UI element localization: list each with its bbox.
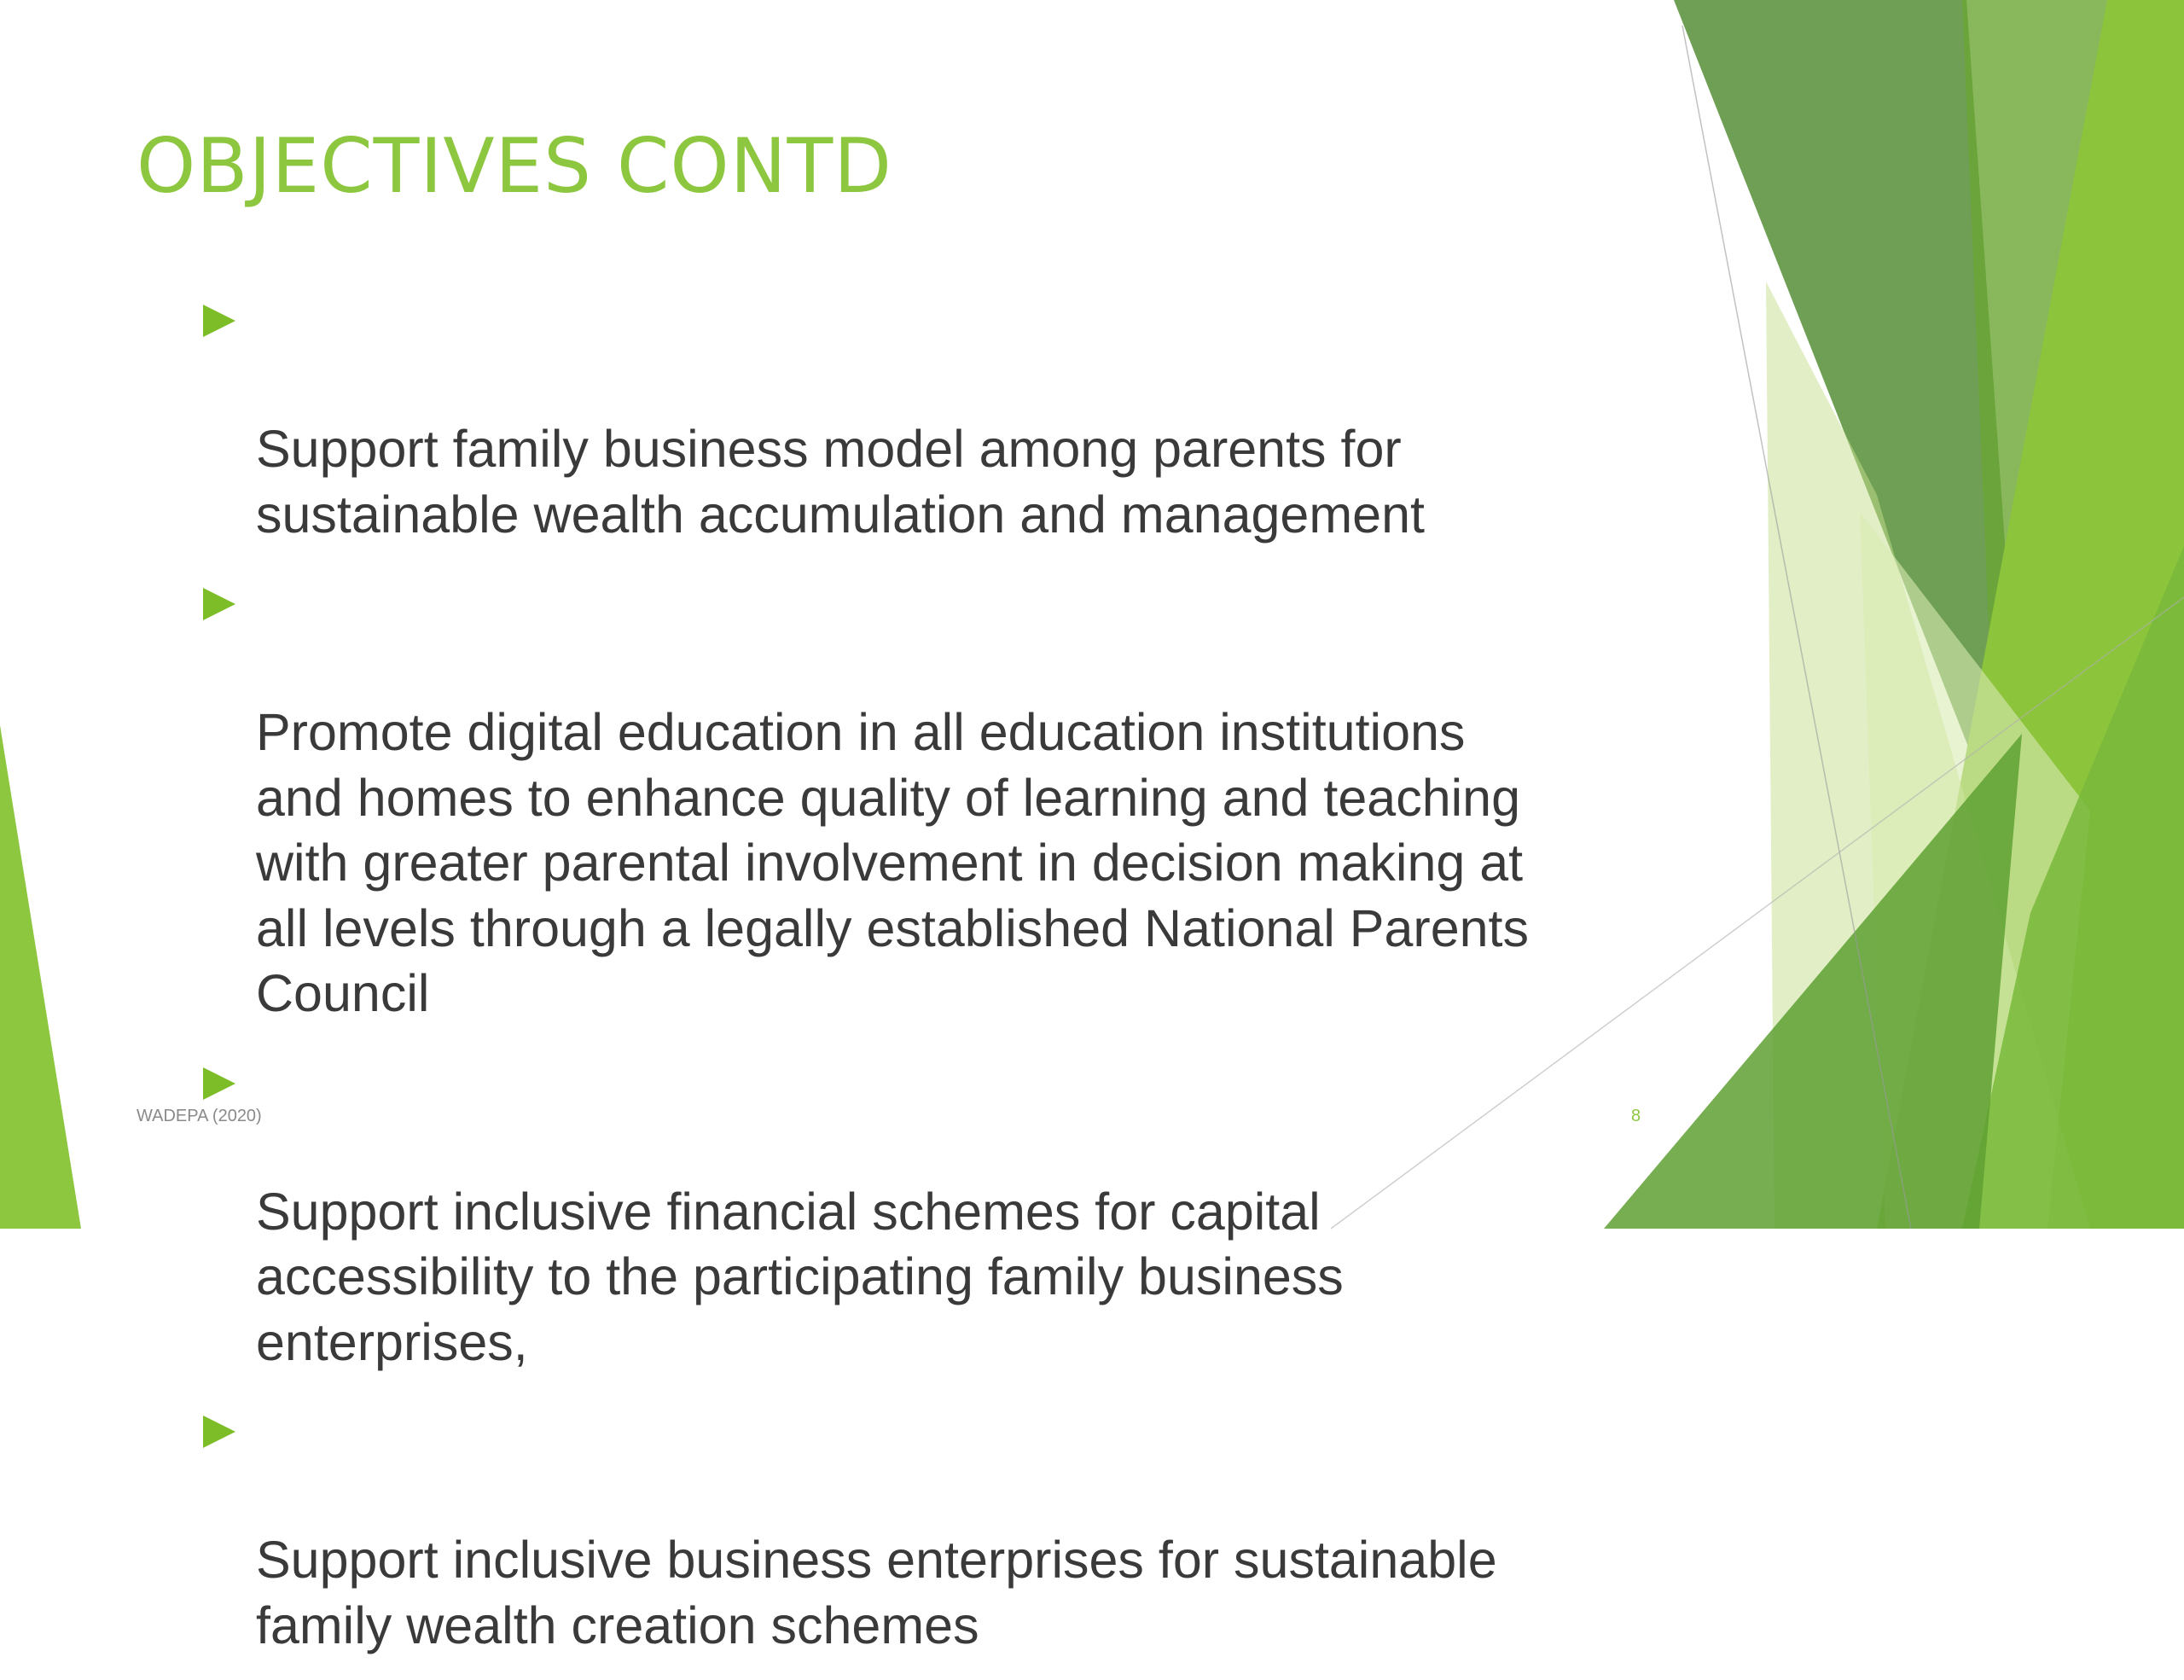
bottom-left-facet — [0, 725, 81, 1229]
bullet-text: Support family business model among parents for sustainable wealth accumulation and management — [256, 420, 1425, 544]
bullet-item — [203, 1397, 1602, 1658]
bullet-item — [203, 569, 1602, 1026]
bullet-arrow-icon — [203, 588, 235, 620]
slide-title: OBJECTIVES CONTD — [136, 122, 893, 210]
bullet-arrow-icon — [203, 305, 235, 337]
bullet-arrow-icon — [203, 1067, 235, 1100]
footer-source: WADEPA (2020) — [136, 1107, 262, 1125]
bullet-text: Support inclusive business enterprises for sustainable family wealth creation schemes — [256, 1531, 1497, 1654]
bullet-item — [203, 1049, 1602, 1375]
bullet-list — [203, 286, 1602, 1680]
bullet-item — [203, 286, 1602, 547]
bullet-arrow-icon — [203, 1416, 235, 1448]
bullet-text: Promote digital education in all education institutions and homes to enhance quality of learning and teaching with greater parental involvement in decision making at all levels through a legally established National Parents Council — [256, 703, 1529, 1022]
page-number: 8 — [1631, 1107, 1641, 1125]
bullet-text: Support inclusive financial schemes for capital accessibility to the participating family business enterprises, — [256, 1182, 1344, 1371]
